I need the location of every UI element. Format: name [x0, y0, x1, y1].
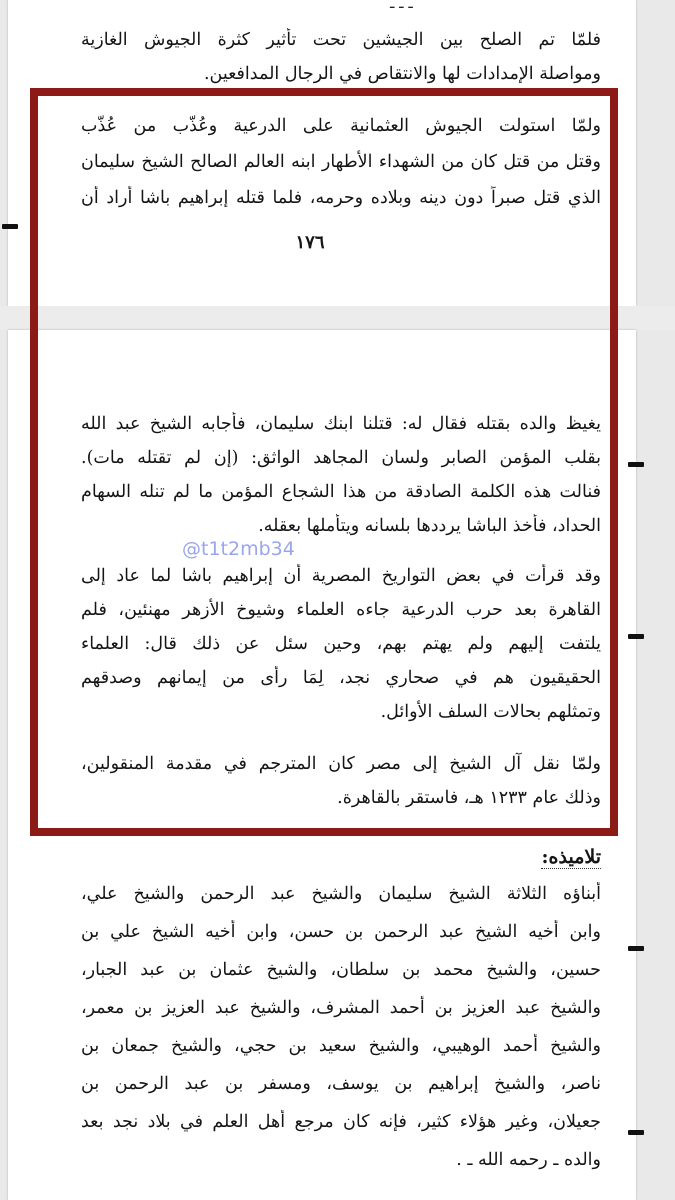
body-line-6: القاهرة بعد حرب الدرعية جاءه العلماء وشيوخ الأزهر مهنئين، فلم	[81, 600, 601, 620]
top-line-3: ولمّا استولت الجيوش العثمانية على الدرعية وعُذّب من عُذّب	[81, 116, 601, 136]
students-line-1: أبناؤه الثلاثة الشيخ سليمان والشيخ عبد الرحمن والشيخ علي،	[81, 884, 601, 904]
students-line-3: حسين، والشيخ محمد بن سلطان، والشيخ عثمان بن عبد الجبار،	[81, 960, 601, 980]
top-line-4: وقتل من قتل كان من الشهداء الأطهار ابنه العالم الصالح الشيخ سليمان	[81, 152, 601, 172]
margin-mark	[628, 462, 644, 467]
margin-mark	[2, 224, 18, 229]
body-line-1: يغيظ والده بقتله فقال له: قتلنا ابنك سليمان، فأجابه الشيخ عبد الله	[81, 414, 601, 434]
body-line-10: ولمّا نقل آل الشيخ إلى مصر كان المترجم في مقدمة المنقولين،	[81, 754, 601, 774]
top-line-5: الذي قتل صبراً دون دينه وبلاده وحرمه، فلما قتله إبراهيم باشا أراد أن	[81, 188, 601, 208]
students-line-4: والشيخ عبد العزيز بن أحمد المشرف، والشيخ عبد العزيز بن معمر،	[81, 998, 601, 1018]
watermark: @t1t2mb34	[182, 538, 295, 560]
students-line-5: والشيخ أحمد الوهيبي، والشيخ سعيد بن حجي، والشيخ جمعان بن	[81, 1036, 601, 1056]
students-heading: تلاميذه:	[541, 846, 601, 868]
students-line-6: ناصر، والشيخ إبراهيم بن يوسف، ومسفر بن عبد الرحمن بن	[81, 1074, 601, 1094]
students-line-7: جعيلان، وغير هؤلاء كثير، فإنه كان مرجع أهل العلم في بلاد نجد بعد	[81, 1112, 601, 1132]
body-line-8: الحقيقيون هم في صحاري نجد، لِمَا رأى من إيمانهم وصدقهم	[81, 668, 601, 688]
students-line-8: والده ـ رحمه الله ـ .	[456, 1150, 601, 1170]
top-line-1: فلمّا تم الصلح بين الجيشين تحت تأثير كثرة الجيوش الغازية	[81, 30, 601, 50]
margin-mark	[628, 946, 644, 951]
margin-mark	[628, 1130, 644, 1135]
body-line-11: وذلك عام ١٢٣٣ هـ، فاستقر بالقاهرة.	[337, 788, 601, 808]
students-line-2: وابن أخيه الشيخ عبد الرحمن بن حسن، وابن أخيه الشيخ علي بن	[81, 922, 601, 942]
margin-mark	[628, 634, 644, 639]
body-line-9: وتمثلهم بحالات السلف الأوائل.	[380, 702, 601, 722]
heading-underline	[541, 868, 601, 869]
body-line-2: بقلب المؤمن الصابر ولسان المجاهد الواثق: (إن لم تقتله مات).	[81, 448, 601, 468]
body-line-3: فنالت هذه الكلمة الصادقة من هذا الشجاع المؤمن ما لم تنله السهام	[81, 482, 601, 502]
body-line-4: الحداد، فأخذ الباشا يرددها بلسانه ويتأملها بعقله.	[258, 516, 601, 536]
top-line-2: ومواصلة الإمدادات لها والانتقاص في الرجال المدافعين.	[203, 64, 601, 84]
page-gap	[0, 306, 675, 330]
body-line-7: يلتفت إليهم ولم يهتم بهم، وحين سئل عن ذلك قال: العلماء	[81, 634, 601, 654]
body-line-5: وقد قرأت في بعض التواريخ المصرية أن إبراهيم باشا لما عاد إلى	[81, 566, 601, 586]
cut-off-top-text: ـ ـ ـ	[390, 0, 413, 12]
page-number: ١٧٦	[295, 232, 325, 253]
